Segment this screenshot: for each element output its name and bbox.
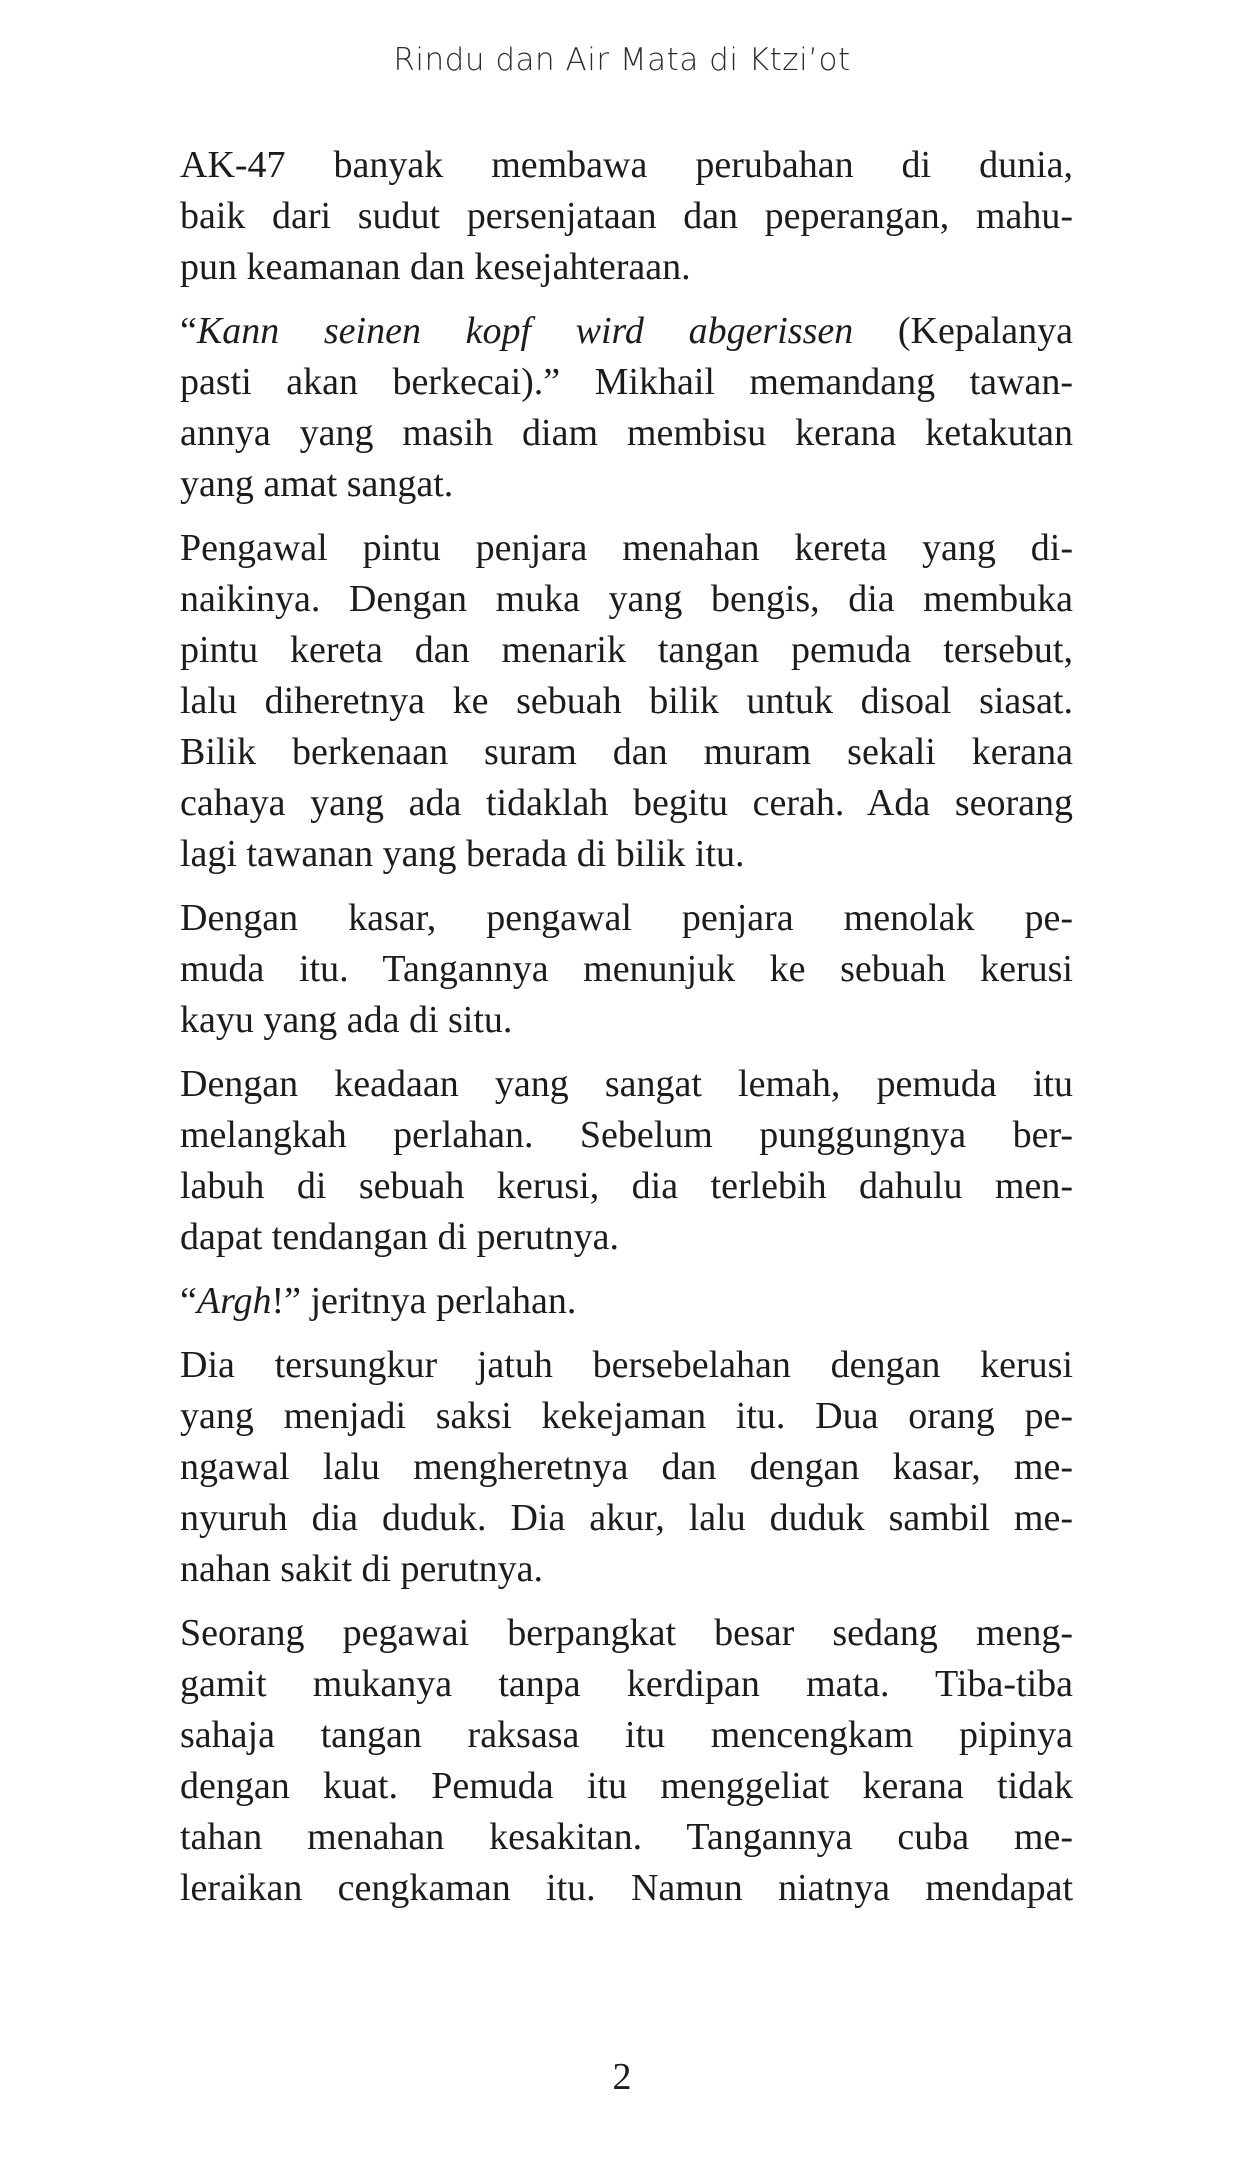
body-text: [120, 140, 1073, 1927]
text-line: kayu yang ada di situ.: [180, 999, 513, 1041]
page-number: 2: [612, 2056, 632, 2098]
text-line: pun keamanan dan kesejahteraan.: [180, 246, 691, 288]
text-line: Bilik berkenaan suram dan muram sekali kerana: [180, 731, 1073, 773]
text-line: muda itu. Tangannya menunjuk ke sebuah kerusi: [180, 948, 1073, 990]
text-line: ngawal lalu mengheretnya dan dengan kasar, me-: [180, 1446, 1073, 1488]
text-line: labuh di sebuah kerusi, dia terlebih dahulu men-: [180, 1165, 1073, 1207]
text-line: Dia tersungkur jatuh bersebelahan dengan kerusi: [180, 1344, 1073, 1386]
text-line: nyuruh dia duduk. Dia akur, lalu duduk sambil me-: [180, 1497, 1073, 1539]
text-line: naikinya. Dengan muka yang bengis, dia membuka: [180, 578, 1073, 620]
paragraph: [120, 1340, 1073, 1595]
italic-phrase: Kann seinen kopf wird abgerissen: [196, 310, 854, 352]
running-header: Rindu dan Air Mata di Ktzi’ot: [393, 42, 851, 78]
text-line: cahaya yang ada tidaklah begitu cerah. Ada seorang: [180, 782, 1073, 824]
text-line: Pengawal pintu penjara menahan kereta yang di-: [180, 527, 1073, 569]
paragraph: [120, 1608, 1073, 1914]
text-line: Seorang pegawai berpangkat besar sedang meng-: [180, 1612, 1073, 1654]
text-line: pintu kereta dan menarik tangan pemuda tersebut,: [180, 629, 1073, 671]
text-line: baik dari sudut persenjataan dan peperangan, mahu-: [180, 195, 1073, 237]
text-line: “Kann seinen kopf wird abgerissen (Kepalanya: [180, 310, 1073, 352]
text-line: dengan kuat. Pemuda itu menggeliat kerana tidak: [180, 1765, 1073, 1807]
text-line: Dengan keadaan yang sangat lemah, pemuda itu: [180, 1063, 1073, 1105]
text-line: yang menjadi saksi kekejaman itu. Dua orang pe-: [180, 1395, 1073, 1437]
text-line: pasti akan berkecai).” Mikhail memandang tawan-: [180, 361, 1073, 403]
text-line: Dengan kasar, pengawal penjara menolak pe-: [180, 897, 1073, 939]
text-line: melangkah perlahan. Sebelum punggungnya ber-: [180, 1114, 1073, 1156]
text-line: sahaja tangan raksasa itu mencengkam pipinya: [180, 1714, 1073, 1756]
italic-phrase: Argh: [196, 1280, 272, 1322]
text-line: AK-47 banyak membawa perubahan di dunia,: [180, 144, 1073, 186]
text-line: annya yang masih diam membisu kerana ketakutan: [180, 412, 1073, 454]
text-line: gamit mukanya tanpa kerdipan mata. Tiba-tiba: [180, 1663, 1073, 1705]
text-line: lagi tawanan yang berada di bilik itu.: [180, 833, 745, 875]
paragraph: [120, 140, 1073, 293]
paragraph: [120, 1059, 1073, 1263]
text-line: lalu diheretnya ke sebuah bilik untuk disoal siasat.: [180, 680, 1073, 722]
paragraph: [120, 523, 1073, 880]
paragraph: [120, 893, 1073, 1046]
text-line: dapat tendangan di perutnya.: [180, 1216, 619, 1258]
text-line: tahan menahan kesakitan. Tangannya cuba me-: [180, 1816, 1073, 1858]
text-line: “Argh!” jeritnya perlahan.: [180, 1280, 577, 1322]
paragraph: [120, 306, 1073, 510]
paragraph: [120, 1276, 1073, 1327]
text-line: leraikan cengkaman itu. Namun niatnya mendapat: [180, 1867, 1073, 1909]
text-line: yang amat sangat.: [180, 463, 454, 505]
text-line: nahan sakit di perutnya.: [180, 1548, 544, 1590]
